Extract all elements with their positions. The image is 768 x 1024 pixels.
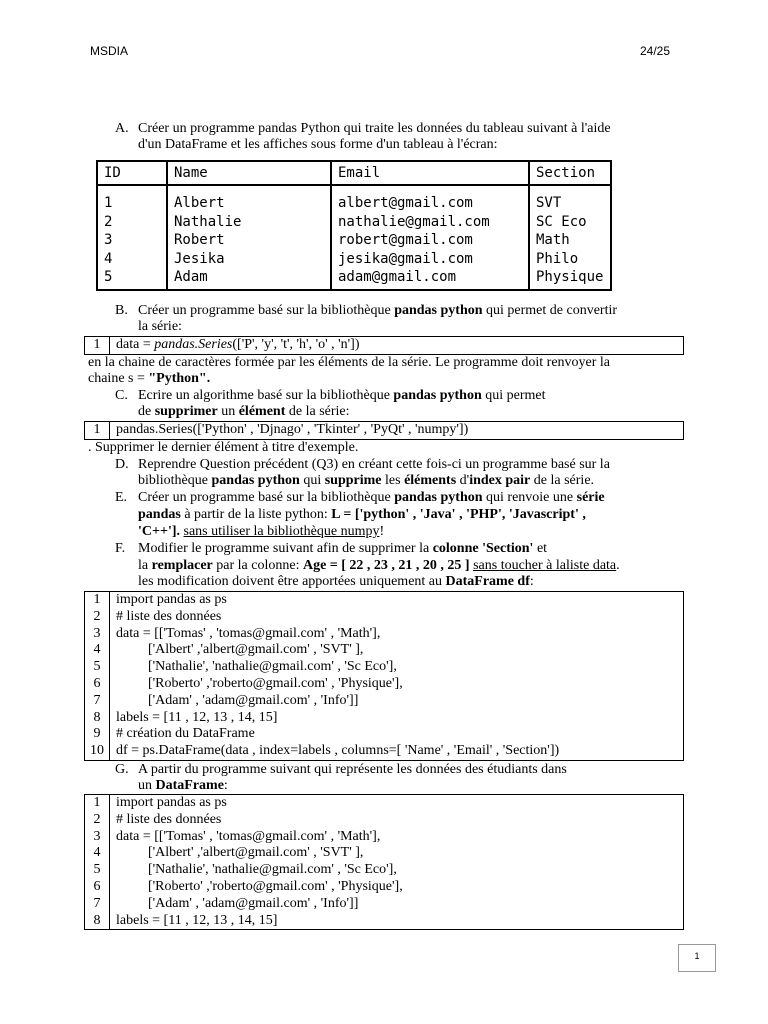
question-b-label: B. <box>115 303 128 318</box>
b: colonne 'Section' <box>432 541 534 556</box>
b: Age = [ 22 , 23 , 21 , 20 , 25 ] <box>302 558 470 573</box>
code-text: ['Albert' ,'albert@gmail.com' , 'SVT' ], <box>148 642 364 658</box>
question-d <box>115 457 610 473</box>
code-text: ['Nathalie', 'nathalie@gmail.com' , 'Sc Eco'], <box>148 862 397 878</box>
code-line-text <box>110 795 684 812</box>
t: un <box>217 404 239 419</box>
code-line-text <box>110 862 684 879</box>
code-text: data = [['Tomas' , 'tomas@gmail.com' , 'Math'], <box>116 828 381 844</box>
code-line-text: pandas.Series(['Python' , 'Djnago' , 'Tkinter' , 'PyQt' , 'numpy']) <box>116 422 469 437</box>
code-line-text <box>110 693 684 710</box>
t: qui <box>299 473 325 488</box>
code-line <box>85 879 684 896</box>
code-line-number: 8 <box>85 913 110 930</box>
code-line <box>85 659 684 676</box>
code-box-b <box>84 336 684 355</box>
code-line-text <box>110 879 684 896</box>
table-col-section: SVT SC Eco Math Philo Physique <box>529 185 611 290</box>
t: qui renvoie une <box>482 490 577 505</box>
code-line <box>85 609 684 626</box>
question-b-after2 <box>88 371 210 387</box>
question-b-after2-bold: "Python". <box>148 371 211 386</box>
question-d-line2 <box>138 473 594 489</box>
page-number: 1 <box>678 944 716 972</box>
code-line-text <box>110 626 684 643</box>
code-line <box>85 862 684 879</box>
code-line-number: 5 <box>85 659 110 676</box>
t: d' <box>456 473 470 488</box>
b: pandas python <box>394 490 483 505</box>
question-b-bold: pandas python <box>394 303 483 318</box>
code-line <box>85 626 684 643</box>
code-line-text <box>110 829 684 846</box>
question-d-line1: Reprendre Question précédent (Q3) en créant cette fois-ci un programme basé sur la <box>138 457 610 472</box>
question-c-after: . Supprimer le dernier élément à titre d'exemple. <box>88 440 359 455</box>
table-header-row <box>97 161 611 185</box>
question-c-label: C. <box>115 388 128 403</box>
t: . <box>616 558 620 573</box>
table-body-row <box>97 185 611 290</box>
table-header-name: Name <box>167 161 331 185</box>
code-line-number: 3 <box>85 829 110 846</box>
table-col-id: 1 2 3 4 5 <box>97 185 167 290</box>
b: L = ['python' , 'Java' , 'PHP', 'Javascript' , <box>331 507 586 522</box>
question-b-text2: qui permet de convertir <box>482 303 618 318</box>
code-line <box>85 795 684 812</box>
code-line-text <box>110 710 684 727</box>
code-line-text <box>110 659 684 676</box>
t: Modifier le programme suivant afin de supprimer la <box>138 541 433 556</box>
code-line-number: 1 <box>85 422 110 440</box>
b: pandas python <box>211 473 300 488</box>
header-left: MSDIA <box>90 44 129 58</box>
question-c-bold: pandas python <box>393 388 482 403</box>
question-f-line2 <box>138 558 620 574</box>
question-a-label: A. <box>115 121 129 136</box>
code-line <box>85 710 684 727</box>
code-text: ['Adam' , 'adam@gmail.com' , 'Info']] <box>148 692 359 708</box>
question-a <box>115 121 611 137</box>
b: 'C++']. <box>138 524 181 539</box>
question-b-text: Créer un programme basé sur la bibliothèque <box>138 303 395 318</box>
t: par la colonne: <box>212 558 303 573</box>
question-b <box>115 303 617 319</box>
question-c-text2: qui permet <box>481 388 546 403</box>
code-line <box>85 913 684 930</box>
question-c <box>115 388 546 404</box>
code-line-number: 9 <box>85 726 110 743</box>
code-line-number: 2 <box>85 812 110 829</box>
b: élément <box>238 404 286 419</box>
b: index pair <box>469 473 531 488</box>
code-text: import pandas as ps <box>116 592 227 607</box>
b: remplacer <box>151 558 213 573</box>
code-line-number: 8 <box>85 710 110 727</box>
code-text: ['Adam' , 'adam@gmail.com' , 'Info']] <box>148 895 359 911</box>
t: de la série: <box>285 404 350 419</box>
t: les <box>381 473 405 488</box>
table-col-email: albert@gmail.com nathalie@gmail.com robert@gmail.com jesika@gmail.com adam@gmail.com <box>331 185 529 290</box>
question-e-line2 <box>138 507 586 523</box>
question-g <box>115 762 567 778</box>
code-line-number: 4 <box>85 845 110 862</box>
b: DataFrame <box>155 778 224 793</box>
code-line <box>85 337 684 355</box>
code-line <box>85 845 684 862</box>
question-c-line2 <box>138 404 350 420</box>
code-line-number: 6 <box>85 676 110 693</box>
question-f-label: F. <box>115 541 126 556</box>
code-line-number: 7 <box>85 693 110 710</box>
question-b-after1: en la chaine de caractères formée par les éléments de la série. Le programme doit renvoyer la <box>88 355 611 370</box>
code-line <box>85 726 684 743</box>
question-d-label: D. <box>115 457 129 472</box>
code-line-number: 1 <box>85 337 110 355</box>
code-line <box>85 812 684 829</box>
t: : <box>529 574 534 589</box>
code-line-number: 1 <box>85 592 110 609</box>
code-line <box>85 743 684 760</box>
u: sans utiliser la bibliothèque numpy <box>183 524 380 539</box>
b: série <box>576 490 605 505</box>
code-text: # liste des données <box>116 608 222 624</box>
b: supprimer <box>154 404 218 419</box>
code-line-text <box>110 726 684 743</box>
table-header-section: Section <box>529 161 611 185</box>
u: sans toucher à laliste data <box>473 558 617 573</box>
t: ! <box>379 524 385 539</box>
code-line <box>85 676 684 693</box>
t: à partir de la liste python: <box>180 507 332 522</box>
b: DataFrame df <box>445 574 530 589</box>
code-line <box>85 642 684 659</box>
code-line <box>85 829 684 846</box>
question-a-line1: Créer un programme pandas Python qui traite les données du tableau suivant à l'aide <box>138 121 611 136</box>
code-line <box>85 592 684 609</box>
b: pandas <box>138 507 181 522</box>
code-line <box>85 422 684 440</box>
question-c-text: Ecrire un algorithme basé sur la bibliothèque <box>138 388 394 403</box>
code-line-number: 5 <box>85 862 110 879</box>
code-text: import pandas as ps <box>116 795 227 810</box>
code-text: ['Roberto' ,'roberto@gmail.com' , 'Physique'], <box>148 675 403 691</box>
code-text: data = [['Tomas' , 'tomas@gmail.com' , 'Math'], <box>116 625 381 641</box>
code-text: df = ps.DataFrame(data , index=labels , columns=[ 'Name' , 'Email' , 'Section']) <box>116 743 560 759</box>
t: la <box>138 558 152 573</box>
question-g-line2 <box>138 778 228 794</box>
code-line-text <box>110 896 684 913</box>
code-line-number: 10 <box>85 743 110 760</box>
code-line-text <box>110 337 684 355</box>
t: et <box>533 541 548 556</box>
question-a-line2: d'un DataFrame et les affiches sous forme d'un tableau à l'écran: <box>138 137 498 152</box>
t: de <box>138 404 155 419</box>
code-text: ['Nathalie', 'nathalie@gmail.com' , 'Sc Eco'], <box>148 659 397 675</box>
code-box-f <box>84 591 684 761</box>
question-e-line3 <box>138 524 384 540</box>
t: un <box>138 778 156 793</box>
code-line-number: 6 <box>85 879 110 896</box>
code-box-c <box>84 421 684 440</box>
code-italic: pandas.Series <box>154 337 233 352</box>
code-line-text <box>110 642 684 659</box>
code-text: ['Roberto' ,'roberto@gmail.com' , 'Physique'], <box>148 878 403 894</box>
b: supprime <box>324 473 382 488</box>
code-text: labels = [11 , 12, 13 , 14, 15] <box>116 912 278 928</box>
question-b-line2: la série: <box>138 319 182 334</box>
code-line-number: 7 <box>85 896 110 913</box>
code-line-number: 3 <box>85 626 110 643</box>
code-line-text <box>110 812 684 829</box>
question-f <box>115 541 547 557</box>
code-box-g <box>84 794 684 930</box>
code-line-text <box>110 592 684 609</box>
table-header-email: Email <box>331 161 529 185</box>
code-line-number: 2 <box>85 609 110 626</box>
code-text: # création du DataFrame <box>116 726 255 742</box>
code-line-number: 4 <box>85 642 110 659</box>
b: éléments <box>404 473 457 488</box>
code-line-text <box>110 609 684 626</box>
code-line <box>85 693 684 710</box>
code-text: ['Albert' ,'albert@gmail.com' , 'SVT' ], <box>148 845 364 861</box>
t: de la série. <box>530 473 595 488</box>
t: Créer un programme basé sur la bibliothèque <box>138 490 395 505</box>
t: les modification doivent être apportées uniquement au <box>138 574 446 589</box>
t: : <box>223 778 228 793</box>
code-line-text <box>110 913 684 930</box>
students-table <box>96 160 612 291</box>
question-e <box>115 490 605 506</box>
header-right: 24/25 <box>640 44 671 58</box>
question-f-line3 <box>138 574 534 590</box>
code-text: data = <box>116 337 155 352</box>
question-g-line1: A partir du programme suivant qui représente les données des étudiants dans <box>138 762 567 777</box>
code-line-text <box>110 676 684 693</box>
code-line-number: 1 <box>85 795 110 812</box>
table-col-name: Albert Nathalie Robert Jesika Adam <box>167 185 331 290</box>
table-header-id: ID <box>97 161 167 185</box>
question-e-label: E. <box>115 490 128 505</box>
code-text: labels = [11 , 12, 13 , 14, 15] <box>116 709 278 725</box>
question-b-after2-text: chaine s = <box>88 371 149 386</box>
code-text: # liste des données <box>116 811 222 827</box>
code-line <box>85 896 684 913</box>
code-line-text <box>110 743 684 760</box>
code-line-text <box>110 845 684 862</box>
t: bibliothèque <box>138 473 212 488</box>
code-text2: (['P', 'y', 't', 'h', 'o' , 'n']) <box>232 337 360 352</box>
question-g-label: G. <box>115 762 129 777</box>
